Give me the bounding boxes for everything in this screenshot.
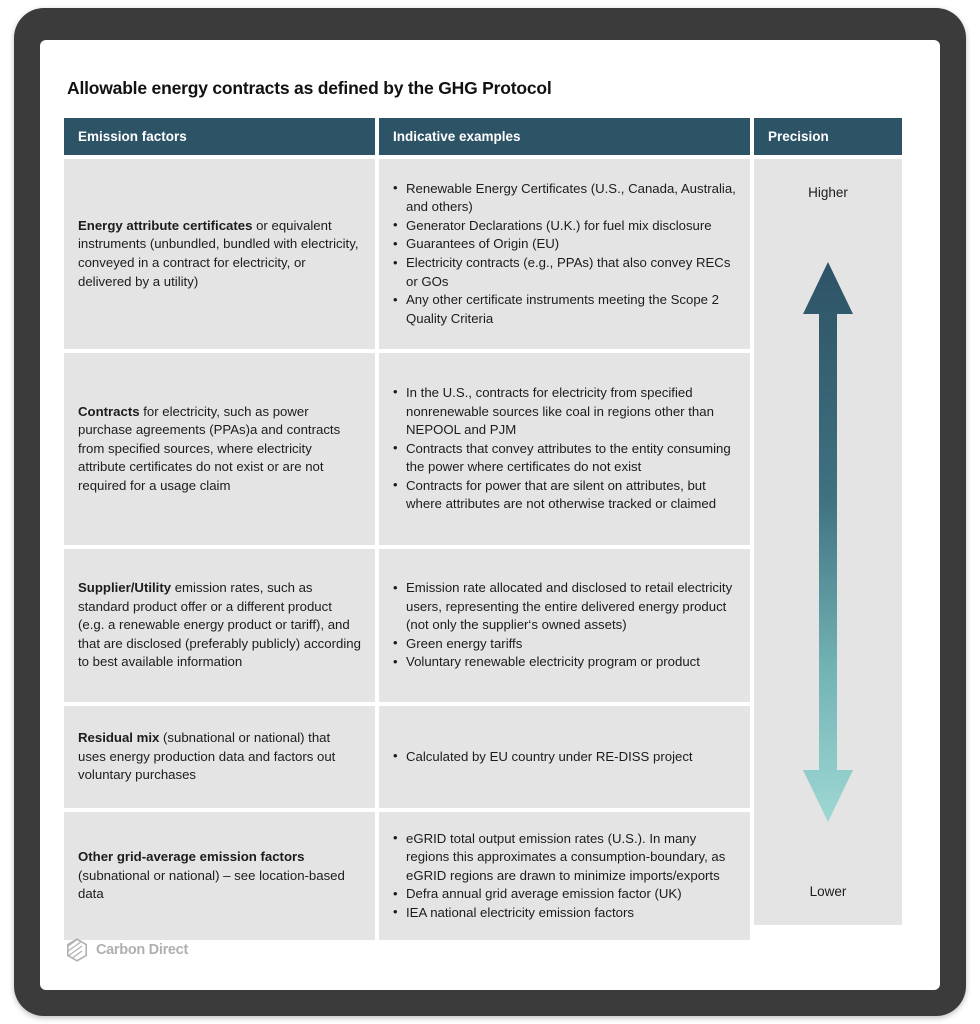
cell-indicative-examples <box>379 353 750 545</box>
examples-list <box>393 748 736 767</box>
brand-name: Carbon Direct <box>96 942 188 958</box>
cell-emission-factor <box>64 812 375 940</box>
precision-scale <box>754 159 902 925</box>
table-header-row <box>64 118 750 155</box>
precision-low-label: Lower <box>809 884 847 899</box>
factor-description: (subnational or national) that uses energy production data and factors out voluntary purchases <box>78 730 336 783</box>
cell-indicative-examples <box>379 812 750 940</box>
factor-term: Energy attribute certificates <box>78 217 253 233</box>
examples-list <box>393 579 736 672</box>
list-item: • IEA national electricity emission factors <box>393 904 736 923</box>
cell-emission-factor <box>64 159 375 349</box>
carbon-direct-hexagon-logo-icon <box>66 938 88 962</box>
cell-indicative-examples <box>379 549 750 702</box>
list-item: • Calculated by EU country under RE-DISS project <box>393 748 736 767</box>
list-item: • eGRID total output emission rates (U.S.). In many regions this approximates a consumption-boundary, as eGRID regions are drawn to minimize imports/exports <box>393 830 736 886</box>
table-row <box>64 353 750 545</box>
content-card <box>40 40 940 990</box>
cell-emission-factor <box>64 549 375 702</box>
cell-emission-factor <box>64 353 375 545</box>
column-header-precision: Precision <box>754 118 902 155</box>
factor-term: Residual mix <box>78 730 160 746</box>
list-item: • Electricity contracts (e.g., PPAs) that also convey RECs or GOs <box>393 254 736 291</box>
column-header-emission-factors: Emission factors <box>64 118 375 155</box>
factor-term: Other grid-average emission factors <box>78 849 305 865</box>
list-item: • Generator Declarations (U.K.) for fuel mix disclosure <box>393 217 736 236</box>
list-item: • Renewable Energy Certificates (U.S., Canada, Australia, and others) <box>393 180 736 217</box>
list-item: • Voluntary renewable electricity program or product <box>393 653 736 672</box>
precision-double-arrow-icon <box>800 200 856 884</box>
footer-branding <box>66 938 188 962</box>
examples-list <box>393 384 736 514</box>
table-main-columns <box>64 118 750 940</box>
cell-indicative-examples <box>379 159 750 349</box>
factor-description: for electricity, such as power purchase agreements (PPAs)a and contracts from specified sources, where electricity attribute certificates do not exist or are not required for a usage claim <box>78 403 341 493</box>
cell-emission-factor <box>64 706 375 808</box>
table-row <box>64 706 750 808</box>
factor-description: or equivalent instruments (unbundled, bundled with electricity, conveyed in a contract for electricity, or delivered by a utility) <box>78 217 359 289</box>
page-title: Allowable energy contracts as defined by the GHG Protocol <box>67 78 552 98</box>
list-item: • Any other certificate instruments meeting the Scope 2 Quality Criteria <box>393 291 736 328</box>
column-header-indicative-examples: Indicative examples <box>379 118 750 155</box>
precision-column <box>754 118 902 925</box>
examples-list <box>393 830 736 923</box>
factor-description: emission rates, such as standard product offer or a different product (e.g. a renewable energy product or tariff), and that are disclosed (preferably publicly) according to best available information <box>78 580 361 670</box>
factor-term: Contracts <box>78 403 140 419</box>
list-item: • In the U.S., contracts for electricity from specified nonrenewable sources like coal in regions other than NEPOOL and PJM <box>393 384 736 440</box>
factor-description: (subnational or national) – see location-based data <box>78 867 345 902</box>
device-frame <box>14 8 966 1016</box>
precision-high-label: Higher <box>808 185 848 200</box>
factor-term: Supplier/Utility <box>78 580 172 596</box>
list-item: • Emission rate allocated and disclosed to retail electricity users, representing the entire delivered energy product (not only the supplier‘s owned assets) <box>393 579 736 635</box>
table-row <box>64 159 750 349</box>
examples-list <box>393 180 736 329</box>
table-row <box>64 549 750 702</box>
list-item: • Contracts that convey attributes to the entity consuming the power where certificates do not exist <box>393 440 736 477</box>
allowable-energy-contracts-table <box>64 118 916 940</box>
table-row <box>64 812 750 940</box>
list-item: • Contracts for power that are silent on attributes, but where attributes are not otherwise tracked or claimed <box>393 477 736 514</box>
cell-indicative-examples <box>379 706 750 808</box>
list-item: • Guarantees of Origin (EU) <box>393 235 736 254</box>
list-item: • Green energy tariffs <box>393 635 736 654</box>
list-item: • Defra annual grid average emission factor (UK) <box>393 885 736 904</box>
